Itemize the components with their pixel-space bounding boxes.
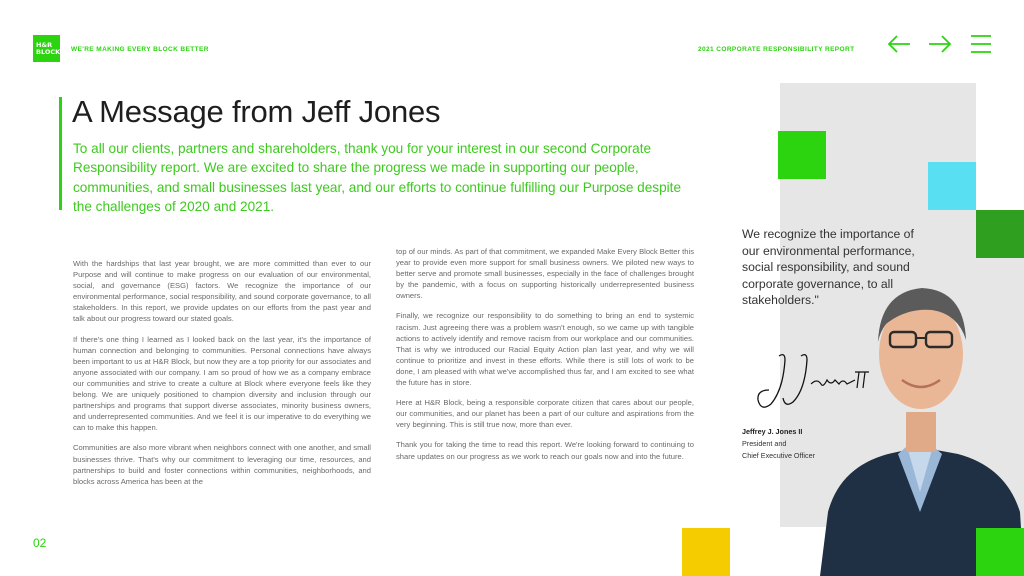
intro-paragraph: To all our clients, partners and shareholders, thank you for your interest in our second Corporate Responsibility report. We are excited to share the progress we made in supporting our people, communities, and small businesses last year, and our efforts to continue fulfilling our Purpose despite the challenges of 2020 and 2021.: [73, 141, 682, 215]
dark-green-square: [976, 210, 1024, 258]
tagline: WE'RE MAKING EVERY BLOCK BETTER: [71, 46, 209, 53]
hr-block-logo[interactable]: [33, 35, 60, 62]
page-title: A Message from Jeff Jones: [72, 94, 441, 129]
arrow-right-icon[interactable]: [927, 32, 953, 56]
body-column-left: [73, 258, 371, 496]
body-paragraph: Here at H&R Block, being a responsible corporate citizen that cares about our people, our communities, and our planet has been a part of our culture and aspirations from the very beginning. This is still true now, more than ever.: [396, 398, 694, 430]
green-square: [778, 131, 826, 179]
menu-icon[interactable]: [970, 34, 992, 54]
logo-line1: H&R: [36, 41, 53, 49]
body-paragraph: Finally, we recognize our responsibility to do something to bring an end to systemic racism. Just agreeing there was a problem wasn't enough, so we came up with tangible actions to actively identify and remove racism from our workplace and our communities. That is why we introduced our Racial Equity Action plan last year, and why we will continue to prioritize and invest in these efforts. While there is still lots of work to be done, I am pleased with what we've accomplished thus far, and I am excited to see what the future has in store.: [396, 311, 694, 388]
signatory-name: Jeffrey J. Jones II: [742, 427, 803, 436]
body-paragraph: Communities are also more vibrant when neighbors connect with one another, and small businesses thrive. That's why our commitment to leveraging our time, resources, and partnerships to build and foster connections within communities, neighborhoods, and blocks across America has been at the: [73, 443, 371, 486]
body-paragraph: top of our minds. As part of that commitment, we expanded Make Every Block Better this year to provide even more support for small business owners. We piloted new ways to better serve and promote small businesses, especially in the face of challenges brought by the pandemic, with a focus on supporting historically underrepresented business owners.: [396, 247, 694, 301]
yellow-square: [682, 528, 730, 576]
body-paragraph: Thank you for taking the time to read this report. We're looking forward to continuing to share updates on our progress as we work to reach our goals now and into the future.: [396, 440, 694, 461]
page-number: 02: [33, 536, 47, 550]
arrow-left-icon[interactable]: [886, 32, 912, 56]
body-paragraph: With the hardships that last year brought, we are more committed than ever to our Purpose and will continue to make progress on our evaluation of our environmental, social, and governance (ESG) factors. We recognize the importance of our environmental performance, social responsibility, and sound corporate governance, to all stakeholders. In this report, we provide updates on our efforts from the past year and talk about our progress toward our stated goals.: [73, 259, 371, 324]
report-title: 2021 CORPORATE RESPONSIBILITY REPORT: [698, 46, 855, 53]
green-corner-square: [976, 528, 1024, 576]
body-paragraph: If there's one thing I learned as I looked back on the last year, it's the importance of human connection and belonging to communities. Personal connections have always been important to us at H&R Block, but now they are a top priority for our associates and anyone associated with our company. I am so proud of how we as a company embrace our communities and strive to create a culture at Block where everyone feels like they belong. We are uniquely positioned to champion diversity and inclusion through our partnerships and programs that support diverse associates, minority business owners, and underrepresented communities. And we feel it is our imperative to do everything we can to make this happen.: [73, 334, 371, 433]
body-column-right: [396, 246, 694, 471]
headline-accent-bar: [59, 97, 62, 210]
cyan-square: [928, 162, 976, 210]
pull-quote: We recognize the importance of our environmental performance, social responsibility, and sound corporate governance, to all stakeholders.": [742, 227, 915, 307]
handwritten-signature: [755, 350, 880, 412]
signatory-title: Chief Executive Officer: [742, 451, 815, 460]
logo-line2: BLOCK: [36, 48, 61, 56]
signatory-title: President and: [742, 439, 787, 448]
